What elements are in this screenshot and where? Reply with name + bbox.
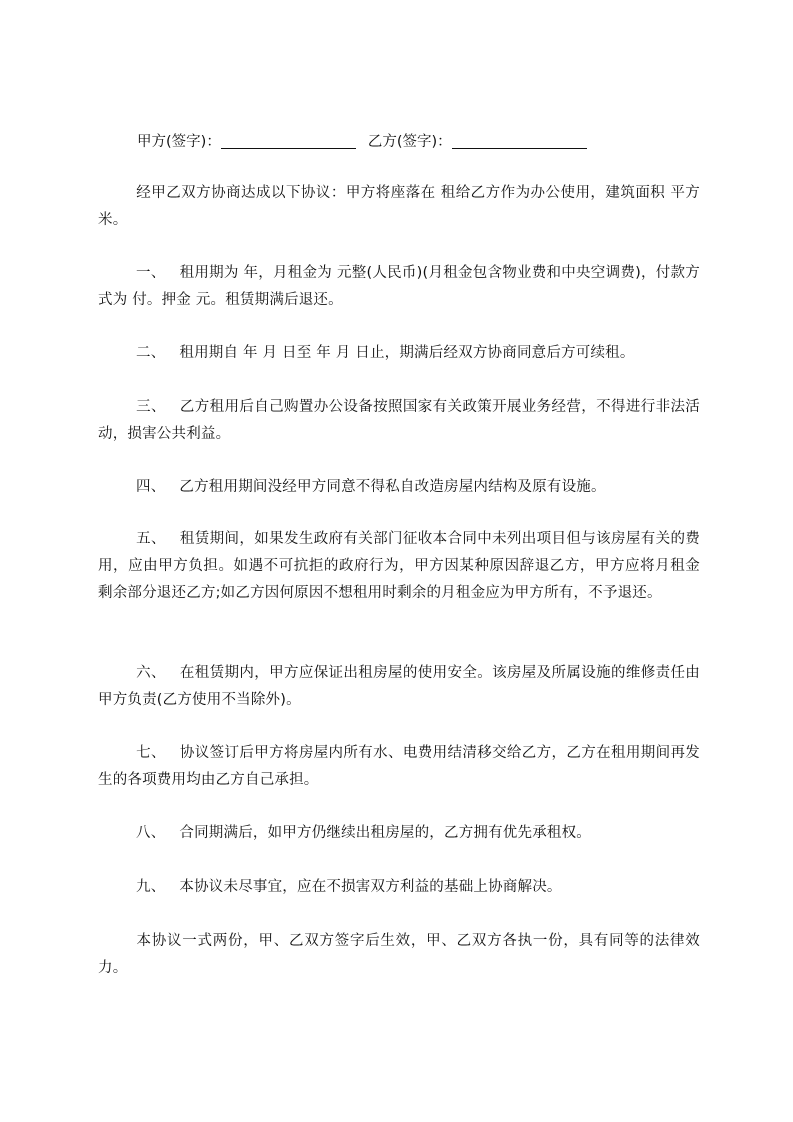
- clause-number: 六、: [136, 665, 166, 681]
- clause-text: 租赁期间，如果发生政府有关部门征收本合同中未列出项目但与该房屋有关的费用，应由甲方负担。如遇不可抗拒的政府行为，甲方因某种原因辞退乙方，甲方应将月租金剩余部分退还乙方;如乙方因何原因不想租用时剩余的月租金应为甲方所有，不予退还。: [98, 531, 701, 601]
- clause-4: [98, 474, 700, 501]
- party-b-signature-blank[interactable]: [452, 130, 587, 149]
- clause-text: 乙方租用后自己购置办公设备按照国家有关政策开展业务经营，不得进行非法活动，损害公共利益。: [98, 399, 701, 442]
- clause-number: 九、: [136, 879, 166, 895]
- clause-9: [98, 874, 700, 901]
- clause-number: 三、: [136, 399, 166, 415]
- clause-7: [98, 740, 700, 794]
- clause-number: 四、: [136, 479, 166, 495]
- clause-text: 本协议未尽事宜，应在不损害双方利益的基础上协商解决。: [179, 879, 562, 895]
- clause-text: 乙方租用期间没经甲方同意不得私自改造房屋内结构及原有设施。: [179, 479, 606, 495]
- party-a-signature-blank[interactable]: [221, 130, 356, 149]
- clause-number: 二、: [136, 345, 166, 361]
- clause-text: 在租赁期内，甲方应保证出租房屋的使用安全。该房屋及所属设施的维修责任由甲方负责(乙方使用不当除外)。: [98, 665, 701, 708]
- clause-8: [98, 820, 700, 847]
- clause-text: 协议签订后甲方将房屋内所有水、电费用结清移交给乙方，乙方在租用期间再发生的各项费用均由乙方自己承担。: [98, 745, 701, 788]
- intro-text: 经甲乙双方协商达成以下协议：甲方将座落在 租给乙方作为办公使用，建筑面积 平方米。: [98, 185, 700, 228]
- party-a-signature-label: 甲方(签字)：: [137, 134, 221, 150]
- clause-number: 七、: [136, 745, 166, 761]
- clause-text: 租用期为 年，月租金为 元整(人民币)(月租金包含物业费和中央空调费)，付款方式为 付。押金 元。租赁期满后退还。: [98, 265, 700, 308]
- clause-1: [98, 260, 700, 314]
- closing-text: 本协议一式两份，甲、乙双方签字后生效，甲、乙双方各执一份，具有同等的法律效力。: [98, 933, 700, 976]
- clause-6: [98, 660, 700, 714]
- clause-number: 八、: [136, 825, 166, 841]
- intro-paragraph: [98, 180, 700, 234]
- clause-2: [98, 340, 700, 367]
- party-b-signature-label: 乙方(签字)：: [367, 134, 452, 150]
- clause-5: [98, 526, 700, 607]
- clause-number: 一、: [136, 265, 166, 281]
- clause-3: [98, 394, 700, 448]
- clause-text: 合同期满后，如甲方仍继续出租房屋的，乙方拥有优先承租权。: [179, 825, 592, 841]
- clause-text: 租用期自 年 月 日至 年 月 日止，期满后经双方协商同意后方可续租。: [179, 345, 635, 361]
- clause-number: 五、: [136, 531, 166, 547]
- closing-paragraph: [98, 928, 700, 982]
- signature-line: [137, 128, 599, 156]
